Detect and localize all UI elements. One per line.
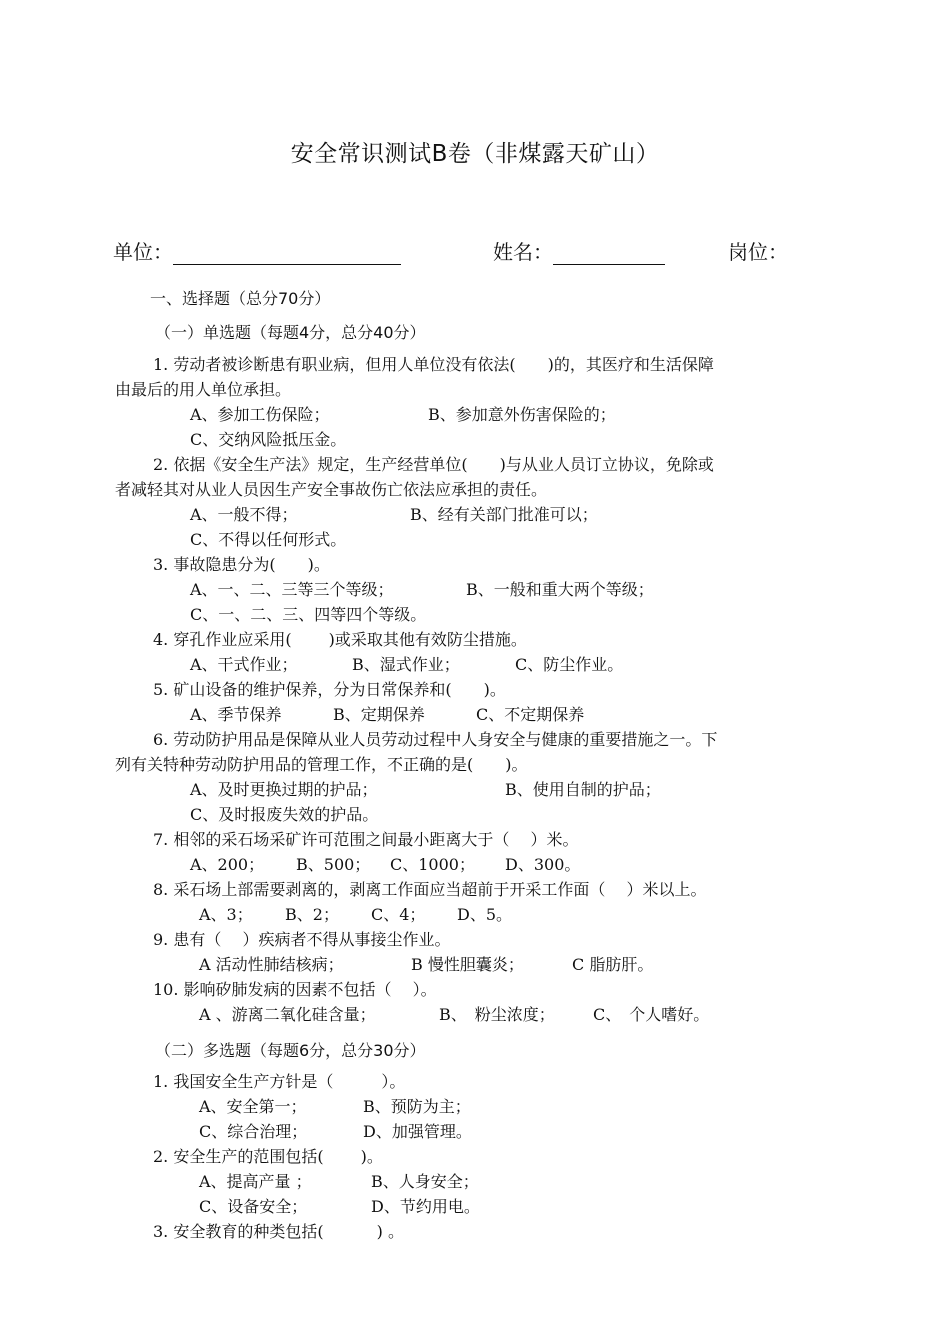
name-field	[493, 236, 665, 265]
option-a[interactable]: A、及时更换过期的护品；	[190, 780, 378, 799]
option-b[interactable]: B、500；	[296, 855, 371, 874]
question-text: 3. 安全教育的种类包括( ) 。	[153, 1222, 405, 1241]
option-a[interactable]: A、3；	[199, 905, 253, 924]
question-text: 3. 事故隐患分为( )。	[153, 555, 330, 574]
name-label: 姓名：	[493, 240, 553, 264]
section-heading: 一、选择题（总分70分）	[150, 289, 331, 308]
option-a[interactable]: A、参加工伤保险；	[190, 405, 330, 424]
post-field	[728, 236, 788, 265]
option-b[interactable]: B、使用自制的护品；	[505, 780, 661, 799]
option-c[interactable]: C、不得以任何形式。	[190, 530, 347, 549]
option-a[interactable]: A、干式作业；	[190, 655, 298, 674]
option-b[interactable]: B、 粉尘浓度；	[439, 1005, 555, 1024]
option-b[interactable]: B、定期保养	[333, 705, 425, 724]
question-text: 10. 影响矽肺发病的因素不包括（ ）。	[153, 980, 437, 999]
option-d[interactable]: D、300。	[505, 855, 581, 874]
option-c[interactable]: C、交纳风险抵压金。	[190, 430, 347, 449]
option-b[interactable]: B、参加意外伤害保险的；	[428, 405, 616, 424]
option-c[interactable]: C 脂肪肝。	[572, 955, 654, 974]
question-text: 8. 采石场上部需要剥离的，剥离工作面应当超前于开采工作面（ ）米以上。	[153, 880, 707, 899]
option-a[interactable]: A 、游离二氧化硅含量；	[199, 1005, 376, 1024]
option-c[interactable]: C、综合治理；	[199, 1122, 308, 1141]
option-b[interactable]: B、2；	[285, 905, 339, 924]
option-a[interactable]: A、安全第一；	[199, 1097, 307, 1116]
question-text: 9. 患有（ ）疾病者不得从事接尘作业。	[153, 930, 451, 949]
question-text: 由最后的用人单位承担。	[115, 380, 292, 399]
option-d[interactable]: D、5。	[457, 905, 513, 924]
question-text: 4. 穿孔作业应采用( )或采取其他有效防尘措施。	[153, 630, 527, 649]
question-text: 列有关特种劳动防护用品的管理工作，不正确的是( )。	[115, 755, 528, 774]
question-text: 6. 劳动防护用品是保障从业人员劳动过程中人身安全与健康的重要措施之一。下	[153, 730, 718, 749]
question-text: 2. 依据《安全生产法》规定，生产经营单位( )与从业人员订立协议，免除或	[153, 455, 714, 474]
option-c[interactable]: C、不定期保养	[476, 705, 585, 724]
question-text: 1. 我国安全生产方针是（ ）。	[153, 1072, 406, 1091]
option-c[interactable]: C、设备安全；	[199, 1197, 308, 1216]
option-a[interactable]: A、一、二、三等三个等级；	[190, 580, 394, 599]
option-c[interactable]: C、防尘作业。	[515, 655, 624, 674]
question-text: 者减轻其对从业人员因生产安全事故伤亡依法应承担的责任。	[115, 480, 548, 499]
option-c[interactable]: C、一、二、三、四等四个等级。	[190, 605, 427, 624]
option-b[interactable]: B、经有关部门批准可以；	[410, 505, 598, 524]
option-b[interactable]: B、预防为主；	[363, 1097, 471, 1116]
option-b[interactable]: B、人身安全；	[371, 1172, 479, 1191]
unit-label: 单位：	[113, 240, 173, 264]
option-c[interactable]: C、4；	[371, 905, 426, 924]
option-b[interactable]: B、一般和重大两个等级；	[466, 580, 654, 599]
page-title: 安全常识测试B卷（非煤露天矿山）	[290, 141, 660, 167]
post-label: 岗位：	[728, 240, 788, 264]
option-a[interactable]: A 活动性肺结核病；	[199, 955, 344, 974]
unit-blank[interactable]	[173, 242, 401, 265]
option-a[interactable]: A、一般不得；	[190, 505, 298, 524]
option-a[interactable]: A、提高产量 ；	[199, 1172, 312, 1191]
option-c[interactable]: C、1000；	[390, 855, 475, 874]
unit-field	[113, 236, 401, 265]
option-a[interactable]: A、季节保养	[190, 705, 282, 724]
question-text: 1. 劳动者被诊断患有职业病，但用人单位没有依法( )的，其医疗和生活保障	[153, 355, 714, 374]
option-c[interactable]: C、及时报废失效的护品。	[190, 805, 379, 824]
question-text: 2. 安全生产的范围包括( )。	[153, 1147, 383, 1166]
question-text: 5. 矿山设备的维护保养，分为日常保养和( )。	[153, 680, 506, 699]
single-choice-heading: （一）单选题（每题4分，总分40分）	[155, 323, 426, 342]
option-b[interactable]: B、湿式作业；	[352, 655, 460, 674]
option-c[interactable]: C、 个人嗜好。	[593, 1005, 710, 1024]
name-blank[interactable]	[553, 242, 665, 265]
question-text: 7. 相邻的采石场采矿许可范围之间最小距离大于（ ）米。	[153, 830, 579, 849]
multi-choice-heading: （二）多选题（每题6分，总分30分）	[155, 1041, 426, 1060]
option-a[interactable]: A、200；	[190, 855, 265, 874]
option-d[interactable]: D、加强管理。	[363, 1122, 472, 1141]
option-d[interactable]: D、节约用电。	[371, 1197, 480, 1216]
option-b[interactable]: B 慢性胆囊炎；	[411, 955, 524, 974]
